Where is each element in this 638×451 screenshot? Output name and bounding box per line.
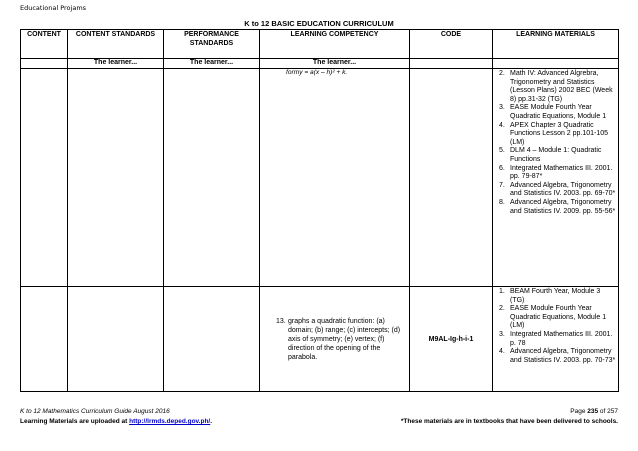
lrmds-link[interactable]: http://lrmds.deped.gov.ph/ [129, 418, 211, 425]
materials-list [493, 287, 618, 365]
column-header-row [21, 30, 619, 59]
list-item: 8. Advanced Algebra, Trigonometry and Statistics IV. 2009. pp. 55-56* [499, 198, 616, 215]
content-standards-cell [68, 69, 164, 287]
header-label: Educational Projams [20, 4, 87, 12]
column-header-content: CONTENT [21, 30, 68, 59]
list-item: 2. Math IV: Advanced Algrebra, Trigonometry and Statistics (Lesson Plans) 2002 BEC (Week 8) pp.31-32 (TG) [499, 70, 613, 103]
table-row [21, 287, 619, 392]
footer-page: Page 235 of 257 [570, 408, 618, 415]
list-item: 3. EASE Module Fourth Year Quadratic Equations, Module 1 [499, 104, 607, 120]
subheader-performance-standards: The learner... [164, 59, 260, 69]
footer-guide: K to 12 Mathematics Curriculum Guide August 2016 [20, 408, 170, 415]
column-header-code: CODE [410, 30, 493, 59]
column-header-performance-standards: PERFORMANCE STANDARDS [164, 30, 260, 59]
footer-note: *These materials are in textbooks that have been delivered to schools. [400, 418, 618, 425]
competency-cell [260, 69, 410, 287]
table-row [21, 69, 619, 287]
subheader-learning-competency: The learner... [260, 59, 410, 69]
list-item: 4. Advanced Algebra, Trigonometry and Statistics IV. 2003. pp. 70-73* [499, 348, 616, 364]
footer-uploaded: Learning Materials are uploaded at http://lrmds.deped.gov.ph/. [20, 418, 213, 425]
list-item: 2. EASE Module Fourth Year Quadratic Equations, Module 1 (LM) [499, 305, 607, 330]
list-item: 5. DLM 4 – Module 1: Quadratic Functions [499, 147, 602, 163]
list-item: 4. APEX Chapter 3 Quadratic Functions Lesson 2 pp.101-105 (LM) [499, 121, 609, 146]
list-item: 3. Integrated Mathematics III. 2001. p. 78 [499, 330, 613, 347]
document-title: K to 12 BASIC EDUCATION CURRICULUM [244, 19, 394, 28]
competency-item [260, 317, 409, 362]
column-header-content-standards: CONTENT STANDARDS [68, 30, 164, 59]
competency-cell [260, 287, 410, 392]
content-standards-cell [68, 287, 164, 392]
competency-formula: formy = a(x – h)² + k. [286, 69, 348, 76]
subheader-empty [21, 59, 68, 69]
competency-number: 13. [276, 317, 286, 325]
list-item: 7. Advanced Algebra, Trigonometry and Statistics IV. 2003. pp. 69-70* [499, 181, 616, 198]
code-cell [410, 69, 493, 287]
performance-standards-cell [164, 69, 260, 287]
subheader-row [21, 59, 619, 69]
curriculum-table [20, 29, 619, 392]
materials-cell [493, 69, 619, 287]
content-cell [21, 69, 68, 287]
competency-text: graphs a quadratic function: (a) domain; (b) range; (c) intercepts; (d) axis of symmetry; (e) vertex; (f) direction of the opening of the parabola. [288, 317, 401, 361]
page-number: 235 [587, 408, 599, 415]
list-item: 6. Integrated Mathematics III. 2001. pp. 79-87* [499, 164, 613, 181]
column-header-learning-competency: LEARNING COMPETENCY [260, 30, 410, 59]
subheader-content-standards: The learner... [68, 59, 164, 69]
list-item: 1. BEAM Fourth Year, Module 3 (TG) [499, 288, 601, 304]
materials-cell [493, 287, 619, 392]
subheader-empty [410, 59, 493, 69]
code-cell: M9AL-Ig-h-i-1 [410, 287, 493, 392]
materials-list [493, 69, 618, 216]
column-header-learning-materials: LEARNING MATERIALS [493, 30, 619, 59]
subheader-empty [493, 59, 619, 69]
content-cell [21, 287, 68, 392]
performance-standards-cell [164, 287, 260, 392]
